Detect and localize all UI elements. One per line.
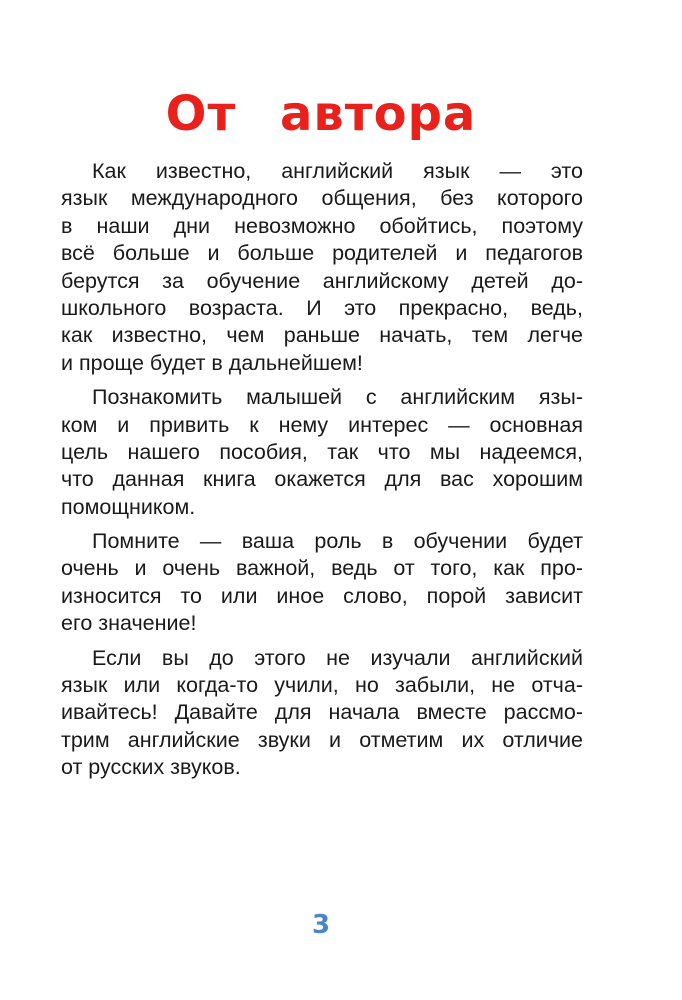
paragraph-3 <box>61 528 583 638</box>
text-line: Познакомить малышей с английским язы- <box>92 385 583 410</box>
paragraph-4 <box>61 645 583 782</box>
text-line: всё больше и больше родителей и педагогов <box>61 241 583 266</box>
page-title <box>0 84 642 144</box>
text-line: износится то или иное слово, порой зависит <box>61 583 583 608</box>
text-line: Помните — ваша роль в обучении будет <box>92 529 583 554</box>
text-line: язык или когда-то учили, но забыли, не отча- <box>61 673 583 698</box>
text-line: цель нашего пособия, так что мы надеемся, <box>61 439 583 464</box>
text-line: его значение! <box>61 611 197 636</box>
body-text <box>61 158 583 789</box>
text-line: в наши дни невозможно обойтись, поэтому <box>61 213 583 238</box>
text-line: школьного возраста. И это прекрасно, ведь, <box>61 295 583 320</box>
page-title-text: От автора <box>165 86 477 142</box>
text-line: и проще будет в дальнейшем! <box>61 350 363 375</box>
text-line: очень и очень важной, ведь от того, как про- <box>61 556 583 581</box>
text-line: от русских звуков. <box>61 755 241 780</box>
text-line: что данная книга окажется для вас хорошим <box>61 467 583 492</box>
text-line: ивайтесь! Давайте для начала вместе рассмо- <box>61 700 583 725</box>
text-line: язык международного общения, без которого <box>61 186 583 211</box>
paragraph-1 <box>61 158 583 377</box>
paragraph-2 <box>61 384 583 521</box>
page-number: 3 <box>311 910 331 940</box>
text-line: Как известно, английский язык — это <box>92 159 583 183</box>
text-line: помощником. <box>61 494 196 519</box>
text-line: Если вы до этого не изучали английский <box>92 645 583 670</box>
text-line: ком и привить к нему интерес — основная <box>61 412 583 437</box>
text-line: берутся за обучение английскому детей до- <box>61 268 583 293</box>
text-line: трим английские звуки и отметим их отличие <box>61 727 583 752</box>
text-line: как известно, чем раньше начать, тем легче <box>61 323 583 348</box>
